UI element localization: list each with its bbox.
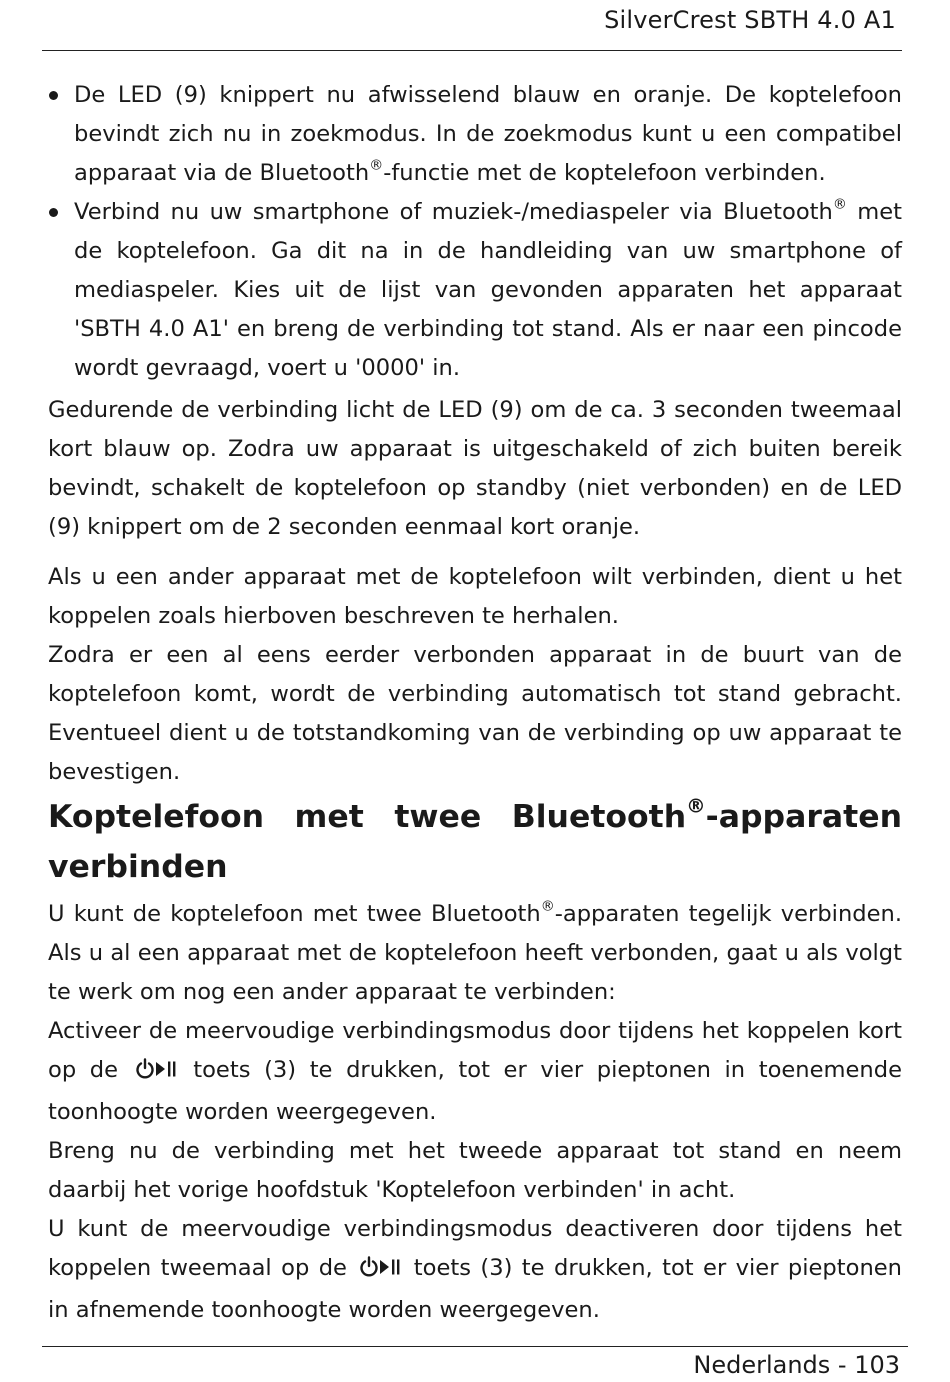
list-item: De LED (9) knippert nu afwisselend blauw en oranje. De koptelefoon bevindt zich nu in zoekmodus. In de zoekmodus kunt u een compatibel apparaat via de Bluetooth®-functie met de koptelefoon verbinden. — [48, 76, 902, 193]
paragraph-activate-multi: Activeer de meervoudige verbindingsmodus door tijdens het koppelen kort op de toets (3) te drukken, tot er vier pieptonen in toenemende toonhoogte worden weergegeven. — [48, 1018, 902, 1125]
paragraph-auto-connect: Zodra er een al eens eerder verbonden apparaat in de buurt van de koptelefoon komt, wordt de verbinding automatisch tot stand gebracht. Eventueel dient u de totstandkoming van de verbinding op uw apparaat te bevestigen. — [48, 642, 902, 785]
paragraph-two-devices: U kunt de koptelefoon met twee Bluetooth®-apparaten tegelijk verbinden. Als u al een apparaat met de koptelefoon heeft verbonden, gaat u als volgt te werk om nog een ander apparaat te verbinden: — [48, 898, 903, 1005]
page-number: Nederlands - 103 — [693, 1351, 900, 1379]
bullet-list — [48, 76, 902, 388]
bullet-icon — [49, 91, 58, 100]
page-header — [42, 0, 902, 51]
paragraph-deactivate-multi: U kunt de meervoudige verbindingsmodus deactiveren door tijdens het koppelen tweemaal op de toets (3) te drukken, tot er vier pieptonen in afnemende toonhoogte worden weergegeven. — [48, 1216, 902, 1323]
paragraph-led-status: Gedurende de verbinding licht de LED (9) om de ca. 3 seconden tweemaal kort blauw op. Zodra uw apparaat is uitgeschakeld of zich buiten bereik bevindt, schakelt de koptelefoon op standby (niet verbonden) en de LED (9) knippert om de 2 seconden eenmaal kort oranje. — [48, 397, 902, 540]
power-play-pause-icon — [134, 1054, 178, 1093]
paragraph-second-device: Breng nu de verbinding met het tweede apparaat tot stand en neem daarbij het vorige hoofdstuk 'Koptelefoon verbinden' in acht. — [48, 1138, 902, 1203]
section-heading: Koptelefoon met twee Bluetooth®-apparaten — [48, 794, 902, 835]
bullet-icon — [49, 208, 58, 217]
page-footer — [42, 1346, 908, 1379]
header-title: SilverCrest SBTH 4.0 A1 — [604, 6, 896, 34]
page-content — [48, 76, 902, 1330]
paragraph-other-device: Als u een ander apparaat met de koptelefoon wilt verbinden, dient u het koppelen zoals hierboven beschreven te herhalen. — [48, 564, 902, 629]
list-item: Verbind nu uw smartphone of muziek-/mediaspeler via Bluetooth® met de koptelefoon. Ga dit na in de handleiding van uw smartphone of mediaspeler. Kies uit de lijst van gevonden apparaten het apparaat 'SBTH 4.0 A1' en breng de verbinding tot stand. Als er naar een pincode wordt gevraagd, voert u '0000' in. — [48, 193, 902, 388]
section-heading-line2: verbinden — [48, 849, 228, 885]
power-play-pause-icon — [358, 1252, 402, 1291]
